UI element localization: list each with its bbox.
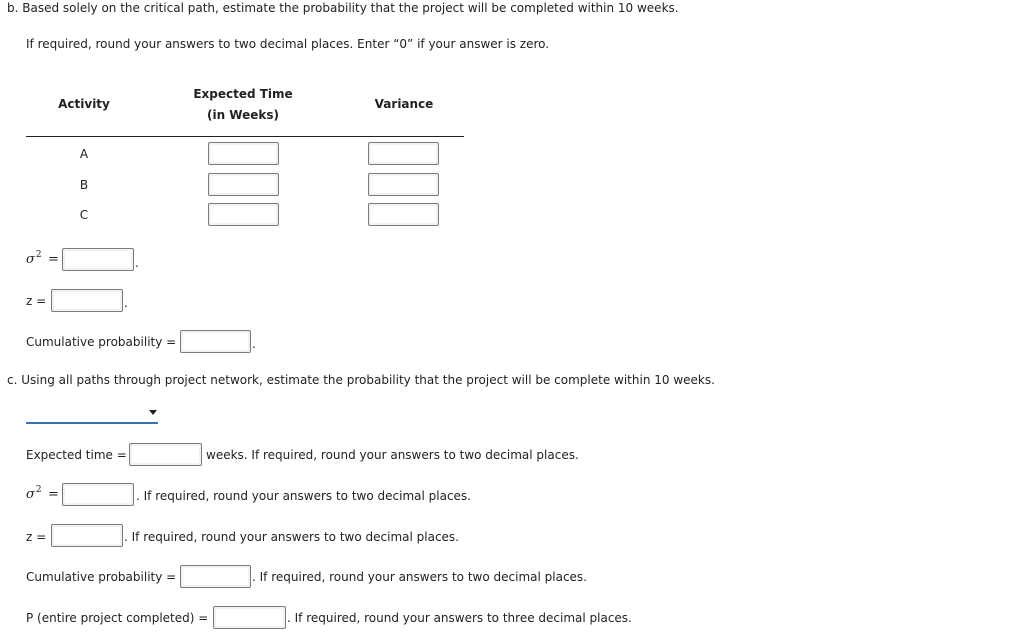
variance-input-a[interactable]	[368, 142, 439, 165]
expected-time-input-c[interactable]	[129, 443, 202, 466]
z-label-b: z =	[26, 294, 47, 308]
p-entire-input[interactable]	[213, 606, 286, 629]
expected-time-input-a[interactable]	[208, 142, 279, 165]
part-b-question: b. Based solely on the critical path, estimate the probability that the project will be completed within 10 weeks.	[7, 1, 679, 15]
sigma-squared-input-c[interactable]	[62, 483, 134, 506]
period-b-sigma: .	[135, 256, 139, 270]
activity-label: B	[79, 178, 89, 192]
activity-label: C	[79, 208, 89, 222]
expected-time-input-c[interactable]	[208, 203, 279, 226]
col-header-expected-time: Expected Time	[193, 87, 293, 101]
cumulative-input-c[interactable]	[180, 565, 251, 588]
z-input-c[interactable]	[51, 524, 123, 547]
cumulative-suffix-c: . If required, round your answers to two decimal places.	[252, 570, 587, 584]
variance-input-b[interactable]	[368, 173, 439, 196]
part-b-instruction: If required, round your answers to two decimal places. Enter “0” if your answer is zero.	[26, 37, 550, 51]
expected-time-label: Expected time =	[26, 448, 127, 462]
chevron-down-icon	[149, 410, 157, 415]
p-entire-label: P (entire project completed) =	[26, 611, 209, 625]
expected-time-input-b[interactable]	[208, 173, 279, 196]
z-suffix-c: . If required, round your answers to two decimal places.	[124, 530, 459, 544]
period-b-z: .	[124, 296, 128, 310]
sigma-suffix-c: . If required, round your answers to two decimal places.	[136, 489, 471, 503]
sigma-squared-label-b: $\sigma^2$	[26, 250, 42, 267]
part-c-question: c. Using all paths through project network, estimate the probability that the project will be complete within 10 weeks.	[7, 373, 715, 387]
expected-time-suffix: weeks. If required, round your answers to two decimal places.	[206, 448, 579, 462]
z-label-c: z =	[26, 530, 47, 544]
col-header-variance: Variance	[374, 97, 434, 111]
paths-dropdown[interactable]	[26, 408, 158, 424]
period-b-cumulative: .	[252, 337, 256, 351]
sigma-squared-label-c: $\sigma^2$	[26, 485, 42, 502]
sigma-squared-input-b[interactable]	[62, 248, 134, 271]
table-header-rule	[26, 136, 464, 137]
cumulative-label-c: Cumulative probability =	[26, 570, 177, 584]
col-header-expected-time-unit: (in Weeks)	[206, 108, 279, 122]
cumulative-input-b[interactable]	[180, 330, 251, 353]
p-entire-suffix: . If required, round your answers to three decimal places.	[287, 611, 632, 625]
cumulative-label-b: Cumulative probability =	[26, 335, 177, 349]
variance-input-c[interactable]	[368, 203, 439, 226]
equals-sign-c: =	[48, 487, 59, 502]
equals-sign-b: =	[48, 252, 59, 267]
activity-label: A	[79, 147, 89, 161]
z-input-b[interactable]	[51, 289, 123, 312]
col-header-activity: Activity	[58, 97, 110, 111]
